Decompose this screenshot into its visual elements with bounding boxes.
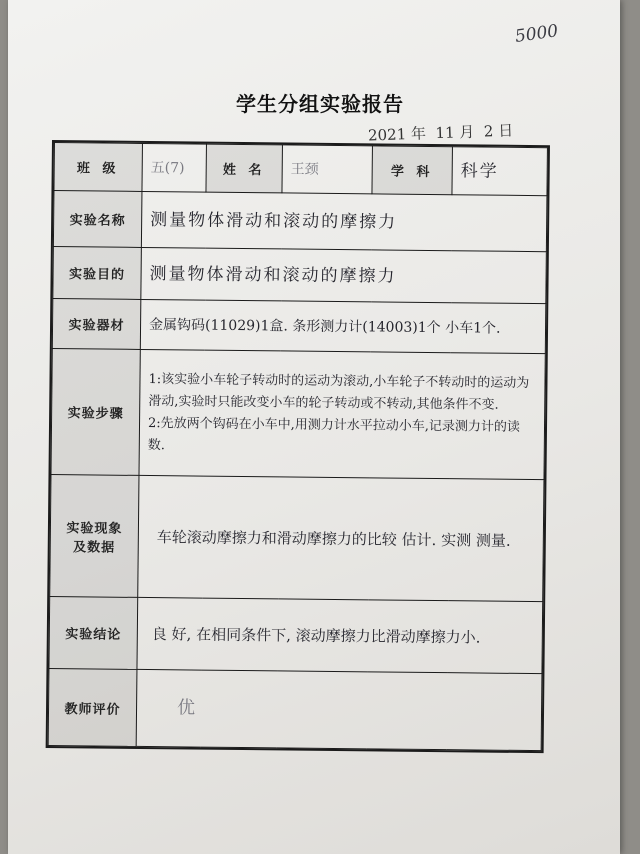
row-phenomena [50, 475, 544, 602]
row-conclusion [49, 597, 543, 674]
subject-value: 科学 [452, 147, 547, 196]
subject-label: 学 科 [372, 146, 452, 195]
steps-label: 实验步骤 [51, 349, 140, 476]
phenomena-label [50, 475, 139, 598]
row-steps [51, 349, 545, 480]
steps-value [139, 349, 545, 479]
steps-item-1: 1:该实验小车轮子转动时的运动为滚动,小车轮子不转动时的运动为滑动,实验时只能改变小车的轮子转动或不转动,其他条件不变. [148, 371, 530, 413]
phenomena-value: 车轮滚动摩擦力和滑动摩擦力的比较 估计. 实测 测量. [138, 475, 544, 601]
class-label: 班 级 [54, 143, 142, 192]
report-form [46, 140, 550, 753]
row-equipment [52, 299, 545, 354]
report-table [48, 142, 548, 751]
class-value: 五(7) [142, 143, 206, 192]
experiment-name-value: 测量物体滑动和滚动的摩擦力 [141, 191, 547, 251]
purpose-value: 测量物体滑动和滚动的摩擦力 [141, 247, 547, 303]
phenomena-label-line-2: 及数据 [73, 539, 116, 556]
phenomena-label-line-1: 实验现象 [66, 520, 123, 537]
row-basic-info [54, 143, 547, 196]
purpose-label: 实验目的 [53, 247, 142, 300]
conclusion-label: 实验结论 [49, 597, 138, 670]
teacher-comment-value: 优 [136, 669, 542, 750]
conclusion-value: 良 好, 在相同条件下, 滚动摩擦力比滑动摩擦力小. [137, 597, 543, 673]
experiment-name-label: 实验名称 [53, 191, 142, 248]
name-value: 王颈 [282, 145, 372, 194]
report-date: 2021 年 11 月 2 日 [367, 121, 514, 145]
row-experiment-name [53, 191, 547, 252]
corner-note: 5000 [513, 21, 560, 47]
row-teacher-comment [48, 668, 542, 750]
equipment-value: 金属钩码(11029)1盒. 条形测力计(14003)1个 小车1个. [140, 299, 546, 353]
equipment-label: 实验器材 [52, 299, 141, 350]
teacher-comment-label: 教师评价 [48, 668, 137, 746]
row-purpose [53, 247, 547, 304]
name-label: 姓 名 [206, 144, 282, 193]
page-title: 学生分组实验报告 [236, 92, 404, 116]
steps-item-2: 2:先放两个钩码在小车中,用测力计水平拉动小车,记录测力计的读数. [147, 415, 521, 453]
